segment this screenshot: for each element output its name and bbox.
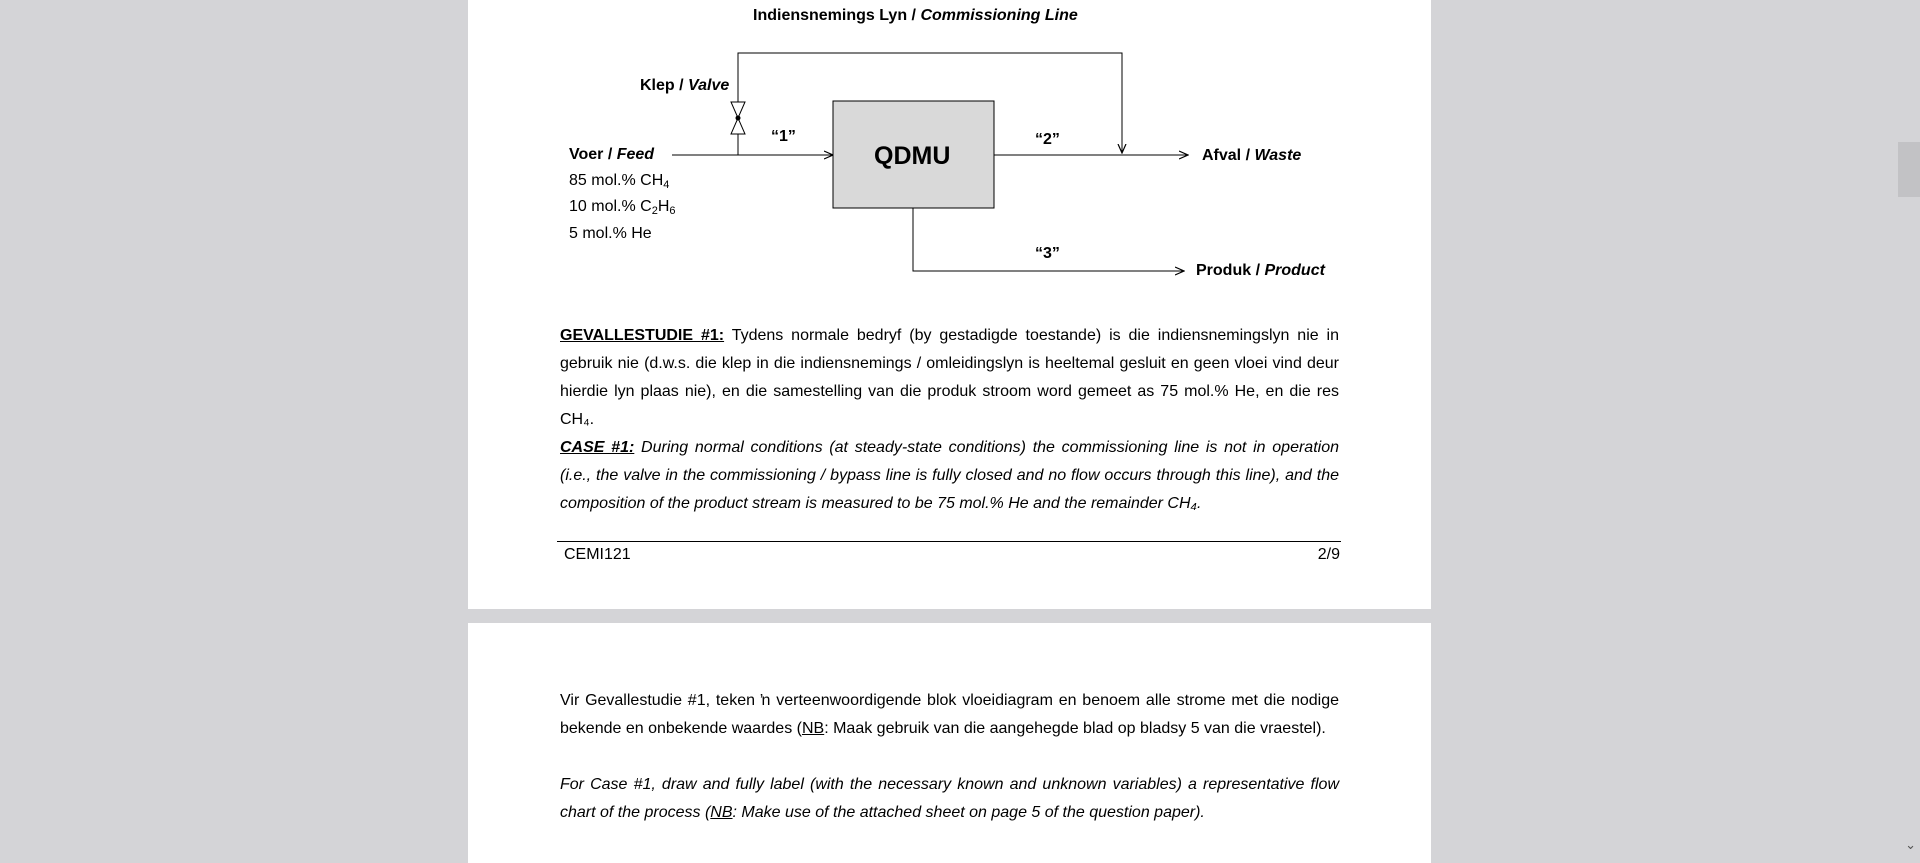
diagram-title: Indiensnemings Lyn / Commissioning Line [753, 7, 1078, 24]
stream-1-label: “1” [771, 128, 796, 145]
scroll-down-arrow-icon[interactable]: ⌄ [1905, 837, 1916, 852]
feed-label: Voer / Feed [569, 146, 655, 163]
case-study-en-heading: CASE #1: [560, 439, 635, 456]
case-study-en-text: During normal conditions (at steady-state conditions) the commissioning line is not in operation (i.e., the valve in the commissioning / bypass line is fully closed and no flow occurs through this line), and the composition of the product stream is measured to be 75 mol.% He and the remainder CH₄. [560, 439, 1339, 512]
question-en-paragraph: For Case #1, draw and fully label (with the necessary known and unknown variables) a representative flow chart of the process (NB: Make use of the attached sheet on page 5 of the question paper). [560, 776, 1339, 821]
question-af-paragraph: Vir Gevallestudie #1, teken ŉ verteenwoordigende blok vloeidiagram en benoem alle strome met die nodige bekende en onbekende waardes (NB: Maak gebruik van die aangehegde blad op bladsy 5 van die vraestel). [560, 692, 1339, 737]
footer-divider [557, 541, 1341, 542]
qdmu-unit-label: QDMU [874, 142, 951, 170]
case-study-af-text: Tydens normale bedryf (by gestadigde toestande) is die indiensnemingslyn nie in gebruik nie (d.w.s. die klep in die indiensnemings / omleidingslyn is heeltemal gesluit en geen vloei vind deur hierdie lyn plaas nie), en die samestelling van die produk stroom word gemeet as 75 mol.% He, en die res CH₄. [560, 327, 1339, 428]
footer-page-number: 2/9 [1317, 546, 1340, 563]
valve-label: Klep / Valve [640, 77, 730, 94]
valve-icon [731, 102, 745, 134]
product-label: Produk / Product [1196, 262, 1325, 279]
document-page-2 [468, 0, 1431, 609]
stream-2-label: “2” [1035, 131, 1060, 148]
scrollbar-thumb[interactable] [1898, 142, 1920, 197]
feed-he-composition: 5 mol.% He [569, 225, 652, 242]
case-study-af-paragraph [560, 322, 1339, 434]
case-study-en-paragraph [560, 434, 1339, 518]
footer-course-code: CEMI121 [564, 546, 631, 563]
stream-3-label: “3” [1035, 245, 1060, 262]
vertical-scrollbar[interactable] [1898, 0, 1920, 855]
document-page-3 [468, 623, 1431, 863]
process-flow-diagram [468, 0, 1431, 300]
feed-c2h6-composition: 10 mol.% $C_2H_6$ [569, 198, 676, 217]
case-study-af-heading: GEVALLESTUDIE #1: [560, 327, 725, 344]
waste-label: Afval / Waste [1202, 147, 1302, 164]
feed-ch4-composition: 85 mol.% $CH_4$ [569, 172, 670, 191]
